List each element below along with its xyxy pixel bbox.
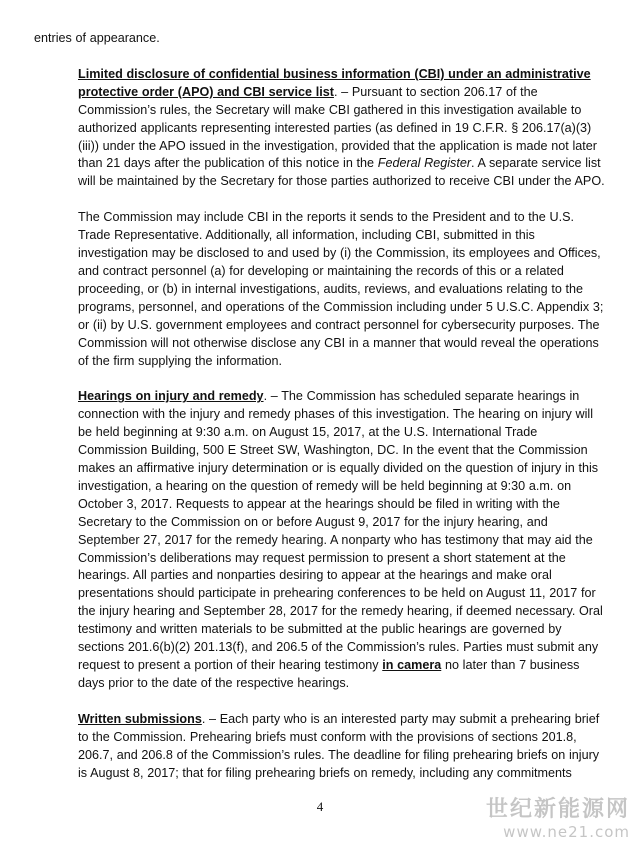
federal-register-italic: Federal Register	[377, 156, 472, 171]
cbi-paragraph: The Commission may include CBI in the reports it sends to the President and to the U.S. Trade Representative. Additionally, all information, including CBI, submitted in this investigation may be disclosed to and used by (i) the Commission, its employees and Offices, and contract personnel (a) for developing or maintaining the records of this or a related proceeding, or (b) in internal investigations, audits, reviews, and evaluations relating to the programs, personnel, and operations of the Commission including under 5 U.S.C. Appendix 3; or (ii) by U.S. government employees and contract personnel for cybersecurity purposes. The Commission will not otherwise disclose any CBI in a manner that would reveal the operations of the firm supplying the information.	[78, 210, 604, 368]
in-camera-term: in camera	[382, 658, 442, 672]
hearings-heading: Hearings on injury and remedy	[78, 389, 264, 404]
apo-paragraph	[34, 66, 608, 191]
watermark-line2: www.ne21.com	[503, 823, 630, 841]
hearings-body: . – The Commission has scheduled separate hearings in connection with the injury and remedy phases of this investigation. The hearing on injury will be held beginning at 9:30 a.m. on August 15, 2017, at the U.S. International Trade Commission Building, 500 E Street SW, Washington, DC. In the event that the Commission makes an affirmative injury determination or is equally divided on the question of injury in this investigation, a hearing on the question of remedy will be held beginning at 9:30 a.m. on October 3, 2017. Requests to appear at the hearings should be filed in writing with the Secretary to the Commission on or before August 9, 2017 for the injury hearing, and September 27, 2017 for the remedy hearing. A nonparty who has testimony that may aid the Commission’s deliberations may request permission to present a short statement at the hearings. All parties and nonparties desiring to appear at the hearings and make oral presentations should participate in prehearing conferences to be held on August 11, 2017 for the injury hearing and September 28, 2017 for the remedy hearing, if deemed necessary. Oral testimony and written materials to be submitted at the public hearings are governed by sections 201.6(b)(2) 201.13(f), and 206.5 of the Commission’s rules. Parties must submit any request to present a portion of their hearing testimony	[78, 389, 603, 672]
written-submissions-heading: Written submissions	[78, 711, 202, 726]
hearings-tail: no later than 7 business days prior to the date of the respective hearings.	[78, 658, 580, 690]
continuation-text: entries of appearance.	[34, 31, 160, 45]
written-submissions-body: . – Each party who is an interested party may submit a prehearing brief to the Commission. Prehearing briefs must conform with the provisions of sections 201.8, 206.7, and 206.8 of the Commission’s rules. The deadline for filing prehearing briefs on injury is August 8, 2017; that for filing prehearing briefs on remedy, including any commitments	[78, 711, 600, 780]
watermark	[486, 792, 630, 841]
apo-heading: Limited disclosure of confidential business information (CBI) under an administrative protective order (APO) and CBI service list	[78, 66, 591, 99]
page-number: 4	[316, 799, 324, 814]
apo-tail: . A separate service list will be maintained by the Secretary for those parties authorized to receive CBI under the APO.	[78, 156, 605, 189]
apo-body: . – Pursuant to section 206.17 of the Commission’s rules, the Secretary will make CBI gathered in this investigation available to authorized applicants representing interested parties (as defined in 19 C.F.R. § 206.17(a)(3)(iii)) under the APO issued in the investigation, provided that the application is made not later than 21 days after the publication of this notice in the	[78, 84, 597, 171]
hearings-paragraph	[34, 388, 608, 692]
watermark-line1: 世纪新能源网	[485, 797, 630, 822]
document-page	[34, 30, 608, 782]
written-submissions-paragraph	[34, 711, 608, 783]
